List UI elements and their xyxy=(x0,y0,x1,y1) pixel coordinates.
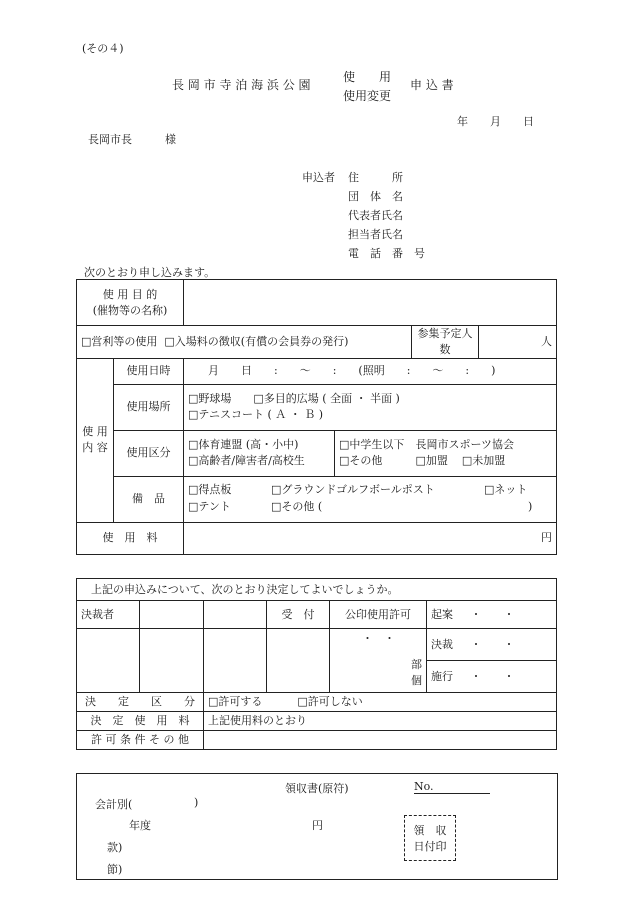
enforcement-label: 施行 xyxy=(431,669,453,683)
purpose-sublabel: (催物等の名称) xyxy=(92,303,168,317)
approval-dots: ・ ・ xyxy=(470,637,515,651)
intro-text: 次のとおり申し込みます。 xyxy=(84,266,216,279)
sports-assoc-cell xyxy=(412,430,557,476)
content-label-cell xyxy=(77,358,114,522)
attendance-label: 参集予定人数 xyxy=(412,326,479,359)
category-col-1 xyxy=(184,430,335,476)
fee-decided-value[interactable]: 上記使用料のとおり xyxy=(204,712,557,731)
receipt-stamp-label-1: 領 収 xyxy=(413,824,447,837)
equip-other-close: ) xyxy=(528,500,533,514)
account-label: 会計別( xyxy=(95,798,133,811)
place-options-1[interactable]: □野球場 □多目的広場 ( 全面 ・ 半面 ) xyxy=(188,392,400,406)
tent-checkbox[interactable]: □テント xyxy=(188,500,231,514)
decider-label: 決裁者 xyxy=(77,601,140,629)
enforcement-dots: ・ ・ xyxy=(470,669,515,683)
place-options-2[interactable]: □テニスコート ( Ａ ・ Ｂ ) xyxy=(188,408,324,422)
form-number: (その４) xyxy=(82,42,124,55)
conditions-value[interactable] xyxy=(204,731,557,750)
category-col-2 xyxy=(335,430,412,476)
attendance-unit[interactable]: 人 xyxy=(479,326,557,359)
conditions-label: 許 可 条 件 そ の 他 xyxy=(77,731,204,750)
datetime-label: 使用日時 xyxy=(114,358,184,384)
seal-unit-1: 部 xyxy=(411,657,422,671)
purpose-label-cell xyxy=(77,280,184,326)
fee-label: 使 用 料 xyxy=(77,522,184,554)
elderly-checkbox[interactable]: □高齢者/障害者/高校生 xyxy=(188,454,305,468)
representative-label: 代表者氏名 xyxy=(348,209,403,222)
scoreboard-checkbox[interactable]: □得点板 xyxy=(188,483,232,497)
fiscal-year-label: 年度 xyxy=(129,819,151,832)
decision-table xyxy=(76,578,557,750)
datetime-value[interactable]: 月 日 : 〜 : (照明 : 〜 : ) xyxy=(184,358,557,384)
title-use: 使 用 xyxy=(343,70,392,84)
content-label-2: 内 容 xyxy=(82,441,108,455)
place-cell xyxy=(184,384,557,430)
item-kan-label: 款) xyxy=(107,841,123,854)
purpose-label: 使 用 目 的 xyxy=(102,287,158,301)
permit-checkbox[interactable]: □許可する xyxy=(208,695,263,709)
fee-decided-label: 決 定 使 用 料 xyxy=(77,712,204,731)
account-close: ) xyxy=(194,796,199,809)
junior-checkbox[interactable]: □中学生以下 xyxy=(339,438,405,452)
receipt-title: 領収書(原符) xyxy=(285,782,349,795)
seal-permit-label: 公印使用許可 xyxy=(330,601,427,629)
admission-checkbox[interactable]: □入場料の徴収(有償の会員券の発行) xyxy=(164,334,349,348)
decision-category-label: 決 定 区 分 xyxy=(77,693,204,712)
yen-label: 円 xyxy=(312,819,323,832)
receipt-stamp-label-2: 日付印 xyxy=(413,840,447,853)
groundgolf-checkbox[interactable]: □グラウンドゴルフボールポスト xyxy=(271,483,435,497)
fee-value[interactable]: 円 xyxy=(184,522,557,554)
approval-cell[interactable] xyxy=(427,629,557,661)
phone-label: 電 話 番 号 xyxy=(348,247,425,260)
facility-name: 長 岡 市 寺 泊 海 浜 公 園 xyxy=(172,78,311,92)
receipt-stamp-box xyxy=(404,815,456,861)
approval-label: 決裁 xyxy=(431,637,453,651)
decision-category-cell xyxy=(204,693,557,712)
place-label: 使用場所 xyxy=(114,384,184,430)
category-label: 使用区分 xyxy=(114,430,184,476)
commercial-checkbox[interactable]: □営利等の使用 xyxy=(81,334,158,348)
deny-checkbox[interactable]: □許可しない xyxy=(297,695,363,709)
receipt-number[interactable]: No. xyxy=(414,780,490,794)
applicant-label: 申込者 xyxy=(302,171,335,184)
sports-federation-checkbox[interactable]: □体育連盟 (高・小中) xyxy=(188,438,299,452)
draft-dots: ・ ・ xyxy=(470,607,515,621)
draft-label: 起案 xyxy=(431,607,453,621)
purpose-input[interactable] xyxy=(184,280,557,326)
draft-cell[interactable] xyxy=(427,601,557,629)
seal-permit-cell xyxy=(330,629,427,693)
application-table xyxy=(76,279,557,555)
contact-label: 担当者氏名 xyxy=(348,228,403,241)
addressee: 長岡市長 様 xyxy=(88,133,176,146)
received-label: 受 付 xyxy=(267,601,330,629)
group-label: 団 体 名 xyxy=(348,190,403,203)
net-checkbox[interactable]: □ネット xyxy=(484,483,528,497)
fee-options-cell xyxy=(77,326,412,359)
seal-dots: ・ ・ xyxy=(362,632,395,645)
seal-unit-2: 個 xyxy=(411,673,422,687)
equip-other-checkbox[interactable]: □その他 ( xyxy=(271,500,323,514)
receipt-box xyxy=(76,773,558,880)
equipment-label: 備 品 xyxy=(114,476,184,522)
sports-assoc-label: 長岡市スポーツ協会 xyxy=(415,438,515,452)
title-use-change: 使用変更 xyxy=(343,89,392,103)
equipment-cell xyxy=(184,476,557,522)
item-setsu-label: 節) xyxy=(107,863,123,876)
content-label-1: 使 用 xyxy=(82,425,108,439)
enforcement-cell[interactable] xyxy=(427,661,557,693)
decision-intro: 上記の申込みについて、次のとおり決定してよいでしょうか。 xyxy=(77,579,557,601)
other-checkbox[interactable]: □その他 xyxy=(339,454,383,468)
nonmember-checkbox[interactable]: □未加盟 xyxy=(461,454,506,468)
title-application: 申 込 書 xyxy=(410,78,454,92)
date-line: 年 月 日 xyxy=(457,115,534,128)
address-label: 住 所 xyxy=(348,171,403,184)
member-checkbox[interactable]: □加盟 xyxy=(415,454,448,468)
